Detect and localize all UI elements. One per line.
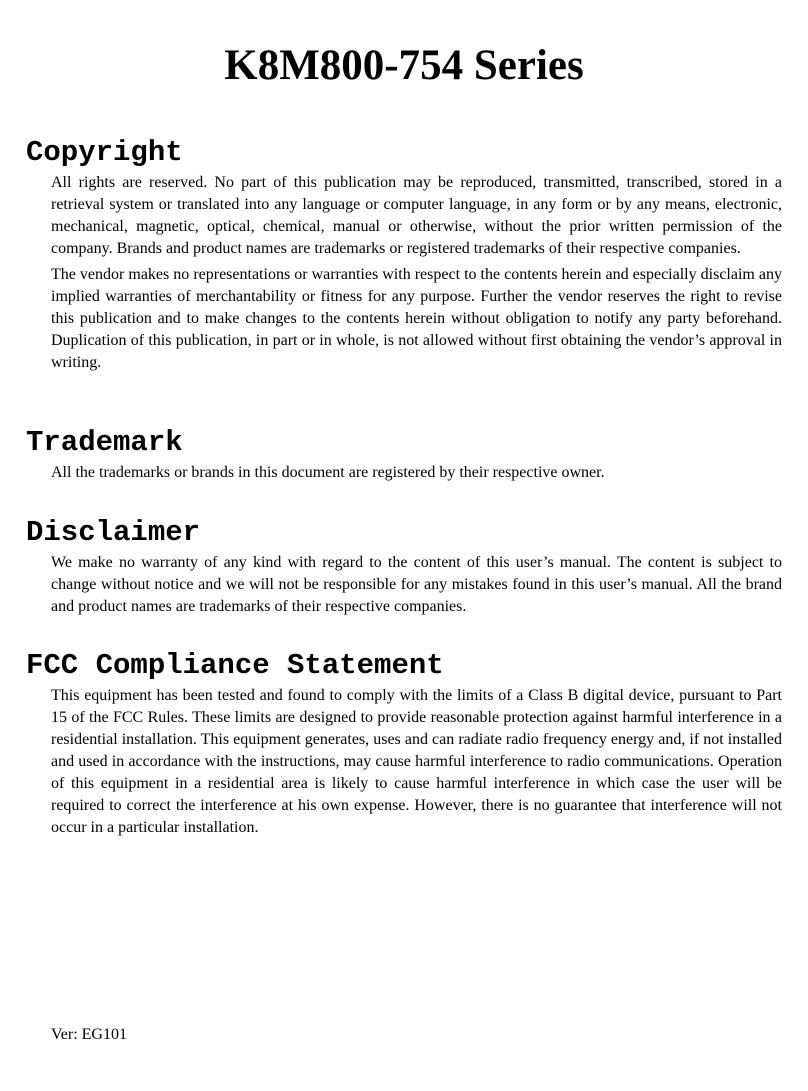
copyright-heading: Copyright [26,136,183,169]
copyright-paragraph-2: The vendor makes no representations or warranties with respect to the contents herein and especially disclaim any implied warranties of merchantability or fitness for any purpose. Further the vendor reserves the right to revise this publication and to make changes to the contents herein without obligation to notify any party beforehand. Duplication of this publication, in part or in whole, is not allowed without first obtaining the vendor’s approval in writing. [51,266,782,371]
version-footer: Ver: EG101 [51,1026,127,1043]
trademark-paragraph: All the trademarks or brands in this document are registered by their respective owner. [51,464,605,481]
disclaimer-section [26,516,782,622]
fcc-compliance-section [26,649,782,843]
page-title: K8M800-754 Series [224,42,584,89]
disclaimer-heading: Disclaimer [26,516,201,549]
trademark-section [26,426,782,488]
copyright-paragraph-1: All rights are reserved. No part of this publication may be reproduced, transmitted, transcribed, stored in a retrieval system or translated into any language or computer language, in any form or by any means, electronic, mechanical, magnetic, optical, chemical, manual or otherwise, without the prior written permission of the company. Brands and product names are trademarks or registered trademarks of their respective companies. [51,174,782,257]
copyright-section [26,136,782,378]
disclaimer-paragraph: We make no warranty of any kind with regard to the content of this user’s manual. The content is subject to change without notice and we will not be responsible for any mistakes found in this user’s manual. All the brand and product names are trademarks of their respective companies. [51,554,782,615]
fcc-compliance-heading: FCC Compliance Statement [26,649,444,682]
trademark-heading: Trademark [26,426,183,459]
fcc-compliance-paragraph: This equipment has been tested and found to comply with the limits of a Class B digital device, pursuant to Part 15 of the FCC Rules. These limits are designed to provide reasonable protection against harmful interference in a residential installation. This equipment generates, uses and can radiate radio frequency energy and, if not installed and used in accordance with the instructions, may cause harmful interference to radio communications. Operation of this equipment in a residential area is likely to cause harmful interference in which case the user will be required to correct the interference at his own expense. However, there is no guarantee that interference will not occur in a particular installation. [51,687,782,836]
